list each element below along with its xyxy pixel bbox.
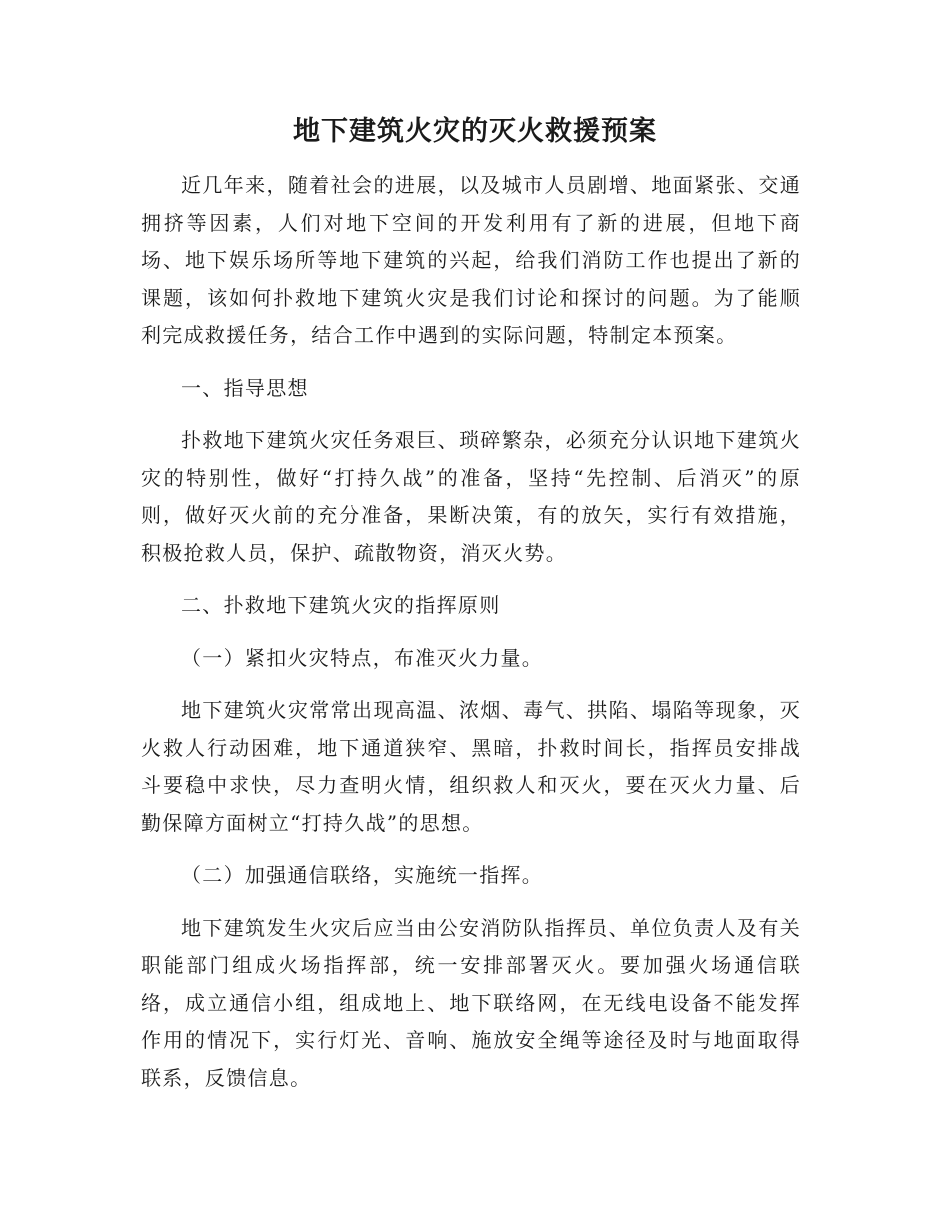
document-title: 地下建筑火灾的灭火救援预案 xyxy=(293,116,657,147)
paragraph-gap xyxy=(141,895,801,910)
section-heading-guiding-thought: 一、指导思想 xyxy=(181,375,309,400)
paragraph-gap xyxy=(141,407,801,422)
section-heading-command-principles: 二、扑救地下建筑火灾的指挥原则 xyxy=(181,593,501,617)
paragraph-gap xyxy=(141,355,801,370)
paragraph-gap xyxy=(141,842,801,857)
paragraph-communication: 地下建筑发生火灾后应当由公安消防队指挥员、单位负责人及有关职能部门组成火场指挥部，统一安排部署灭火。要加强火场通信联络，成立通信小组，组成地上、地下联络网，在无线电设备不能发挥作用的情况下，实行灯光、音响、施放安全绳等途径及时与地面取得联系，反馈信息。 xyxy=(141,915,801,1090)
paragraph-fire-characteristics: 地下建筑火灾常常出现高温、浓烟、毒气、拱陷、塌陷等现象，灭火救人行动困难，地下通道狭窄、黑暗，扑救时间长，指挥员安排战斗要稳中求快，尽力查明火情，组织救人和灭火，要在灭火力量、后勤保障方面树立“打持久战”的思想。 xyxy=(141,698,801,835)
paragraph-gap xyxy=(141,572,801,587)
paragraph-gap xyxy=(141,677,801,692)
subsection-heading-2: （二）加强通信联络，实施统一指挥。 xyxy=(181,863,544,887)
paragraph-intro: 近几年来，随着社会的进展，以及城市人员剧增、地面紧张、交通拥挤等因素，人们对地下空间的开发利用有了新的进展，但地下商场、地下娱乐场所等地下建筑的兴起，给我们消防工作也提出了新的课题，该如何扑救地下建筑火灾是我们讨论和探讨的问题。为了能顺利完成救援任务，结合工作中遇到的实际问题，特制定本预案。 xyxy=(141,173,801,347)
paragraph-gap xyxy=(141,625,801,640)
document-body xyxy=(141,167,801,1097)
paragraph-guiding-thought: 扑救地下建筑火灾任务艰巨、琐碎繁杂，必须充分认识地下建筑火灾的特别性，做好“打持久战”的准备，坚持“先控制、后消灭”的原则，做好灭火前的充分准备，果断决策，有的放矢，实行有效措施，积极抢救人员，保护、疏散物资，消灭火势。 xyxy=(141,428,801,565)
subsection-heading-1: （一）紧扣火灾特点，布准灭火力量。 xyxy=(181,645,544,670)
